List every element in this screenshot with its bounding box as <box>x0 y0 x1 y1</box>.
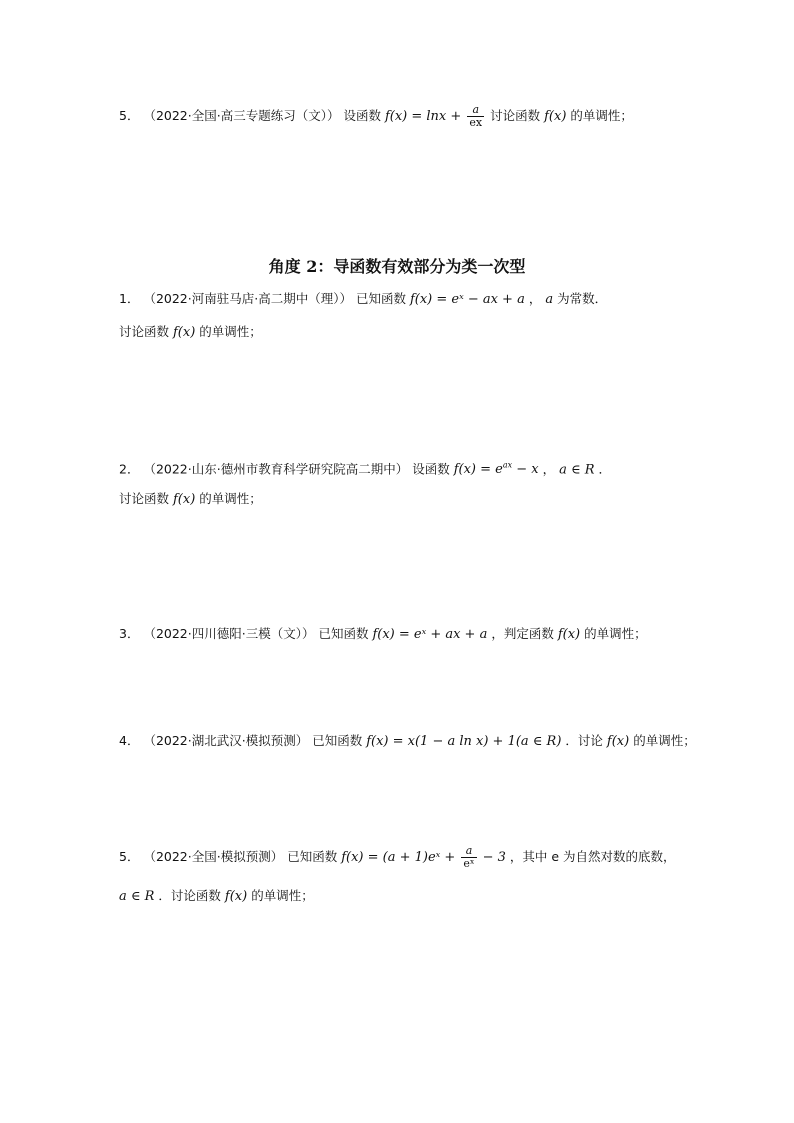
problem-source: （2022·全国·高三专题练习（文）） <box>143 108 340 123</box>
problem-text: 讨论函数 <box>119 491 170 506</box>
problem-text: 设函数 <box>343 108 381 123</box>
problem-4-line-1 <box>119 731 696 752</box>
problem-text: 的单调性； <box>570 108 633 123</box>
problem-text: 的单调性； <box>199 491 262 506</box>
problem-text: ． <box>598 461 612 477</box>
formula: − 3 <box>482 850 506 865</box>
problem-number: 2． <box>119 461 140 477</box>
formula: f(x) <box>173 492 196 507</box>
problem-1-line-2 <box>119 322 262 343</box>
problem-number: 5． <box>119 849 140 864</box>
problem-text: ， <box>542 461 556 477</box>
problem-text: 的单调性； <box>584 626 647 641</box>
formula: f(x) = lnx + <box>384 109 466 124</box>
problem-5-line-1 <box>119 845 676 870</box>
problem-text: 设函数 <box>412 461 450 477</box>
problem-3-line-1 <box>119 624 647 645</box>
section-title: 角度 2：导函数有效部分为类一次型 <box>268 257 526 276</box>
problem-text: 讨论函数 <box>119 324 170 339</box>
fraction-denominator: eˣ <box>463 857 475 870</box>
formula: f(x) <box>173 325 196 340</box>
formula: f(x) = (a + 1)eˣ + <box>341 850 460 865</box>
formula: f(x) <box>606 734 630 749</box>
problem-number: 4． <box>119 733 140 748</box>
formula: f(x) = eˣ − ax + a <box>409 292 525 307</box>
problem-source: （2022·全国·模拟预测） <box>143 849 284 864</box>
condition: a ∈ R <box>559 462 595 478</box>
problem-text: 已知函数 <box>318 626 369 641</box>
problem-text: ．讨论函数 <box>158 888 221 903</box>
formula: f(x) <box>224 889 248 904</box>
problem-number: 3． <box>119 626 140 641</box>
fraction-numerator: a <box>461 845 476 858</box>
problem-source: （2022·河南驻马店·高二期中（理）） <box>143 291 352 306</box>
formula: $f(x) = e^{ax} - x$ <box>453 461 539 478</box>
fraction-denominator: ex <box>469 116 483 129</box>
formula: f(x) = eˣ + ax + a <box>372 627 488 642</box>
problem-source: （2022·四川德阳·三模（文）） <box>143 626 315 641</box>
problem-source: （2022·山东·德州市教育科学研究院高二期中） <box>143 461 409 477</box>
formula: f(x) <box>544 109 567 124</box>
problem-source: （2022·湖北武汉·模拟预测） <box>143 733 309 748</box>
problem-text: 的单调性； <box>251 888 314 903</box>
problem-text: 为常数． <box>557 291 608 306</box>
formula: f(x) = x(1 − a ln x) + 1(a ∈ R) <box>366 734 562 749</box>
problem-text: 已知函数 <box>312 733 363 748</box>
fraction-numerator: a <box>467 104 484 117</box>
problem-text: 讨论函数 <box>490 108 541 123</box>
problem-5-line-2 <box>119 886 314 907</box>
problem-text: 的单调性； <box>199 324 262 339</box>
problem-text: 已知函数 <box>355 291 406 306</box>
problem-number: 1． <box>119 291 140 306</box>
problem-number: 5． <box>119 108 140 123</box>
variable: a <box>545 292 554 307</box>
fraction <box>467 104 484 129</box>
problem-text: ，其中 e 为自然对数的底数， <box>509 849 676 864</box>
fraction <box>461 845 476 870</box>
problem-1-line-1 <box>119 289 607 310</box>
problem-2-line-1 <box>119 456 611 480</box>
formula: f(x) <box>557 627 581 642</box>
top-problem-5 <box>119 104 633 129</box>
problem-text: ， <box>528 291 542 306</box>
condition: a ∈ R <box>119 889 155 904</box>
problem-text: 已知函数 <box>287 849 338 864</box>
problem-2-line-2 <box>119 489 262 510</box>
problem-text: 的单调性； <box>633 733 696 748</box>
problem-text: ．讨论 <box>565 733 603 748</box>
problem-text: ，判定函数 <box>491 626 554 641</box>
